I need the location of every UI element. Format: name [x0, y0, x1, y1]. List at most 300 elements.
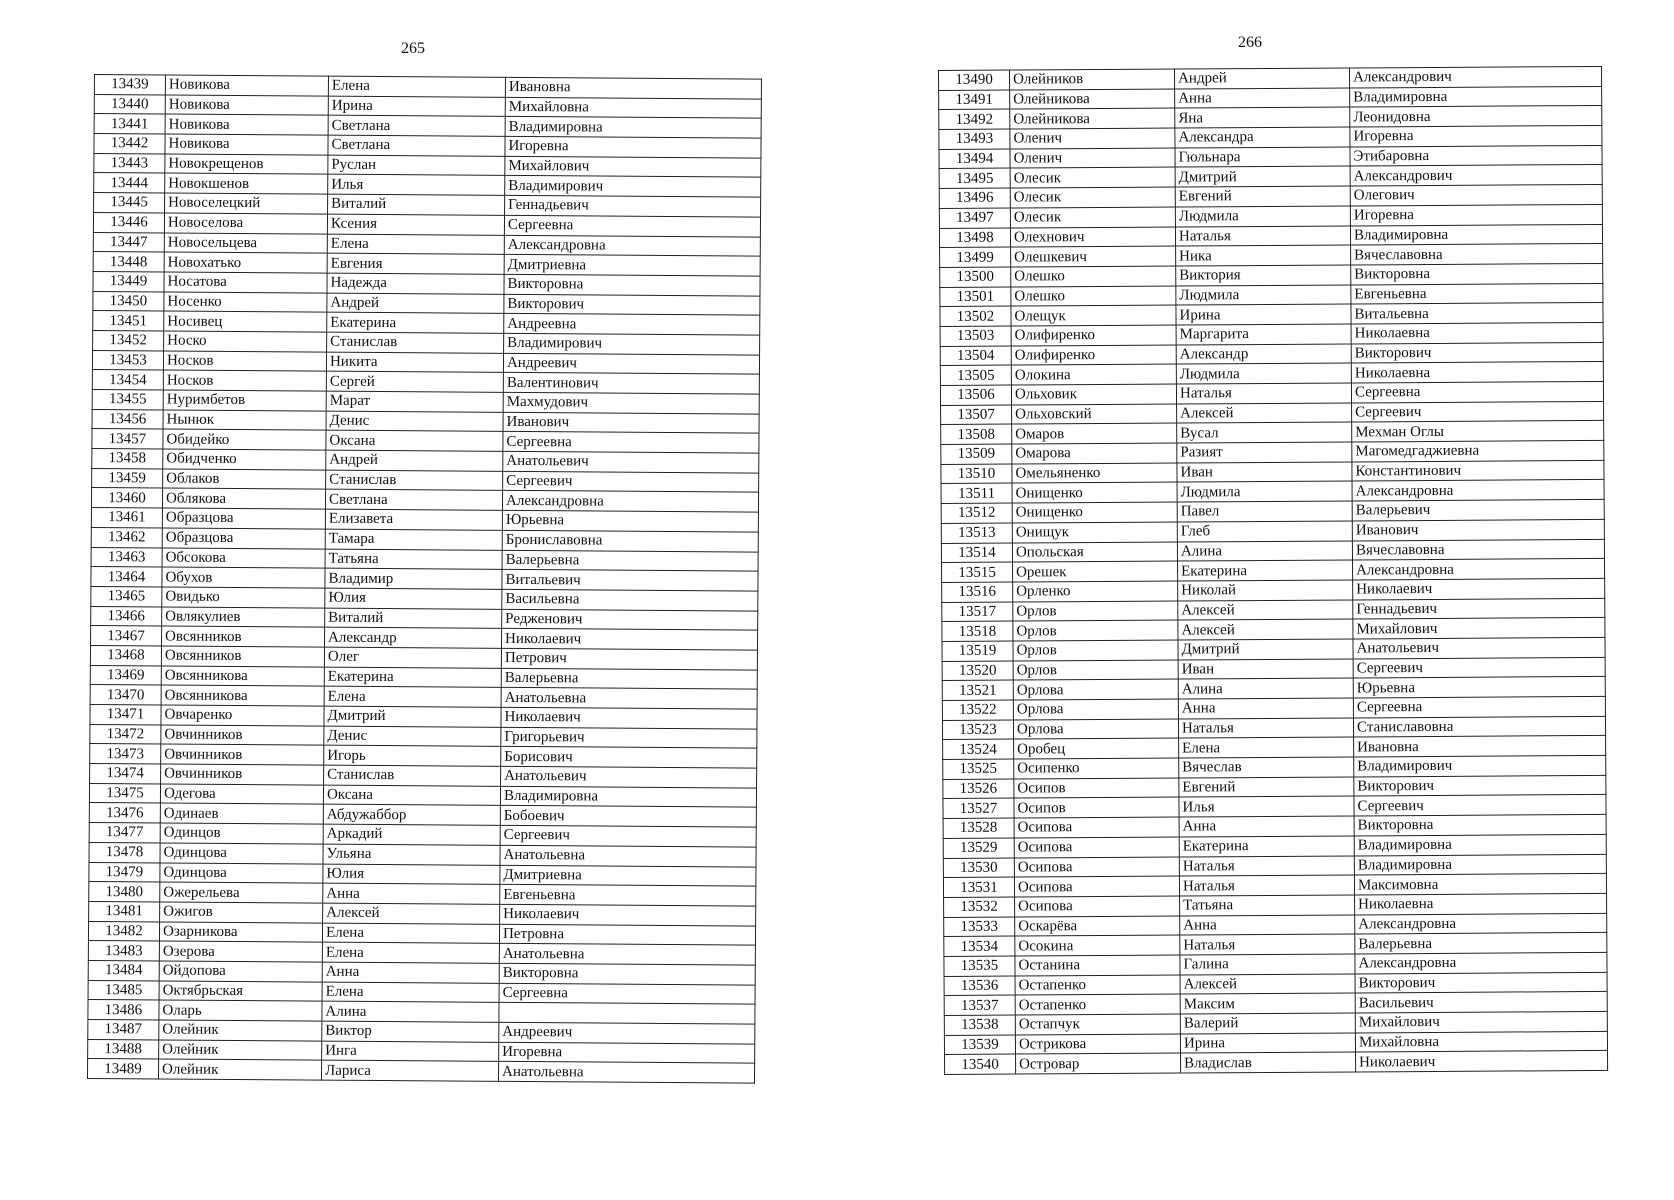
patronymic-cell: Николаевич — [1353, 578, 1605, 599]
patronymic-cell: Васильевич — [1355, 992, 1607, 1013]
first-name-cell: Аркадий — [323, 824, 500, 845]
patronymic-cell: Николаевич — [500, 904, 756, 925]
first-name-cell: Ирина — [1176, 304, 1351, 325]
patronymic-cell: Михайлович — [1355, 1011, 1607, 1032]
patronymic-cell: Игоревна — [1350, 126, 1602, 147]
surname-cell: Обухов — [162, 567, 325, 588]
patronymic-cell: Валерьевич — [1352, 500, 1604, 521]
first-name-cell: Денис — [326, 411, 503, 432]
record-number-cell: 13519 — [942, 641, 1013, 661]
first-name-cell: Анна — [1178, 698, 1353, 719]
first-name-cell: Людмила — [1176, 363, 1351, 384]
record-number-cell: 13524 — [943, 739, 1014, 759]
first-name-cell: Наталья — [1176, 383, 1351, 404]
first-name-cell: Елена — [324, 686, 501, 707]
surname-cell: Обидейко — [163, 429, 326, 450]
patronymic-cell: Григорьевич — [501, 727, 757, 748]
first-name-cell: Алексей — [1177, 403, 1352, 424]
first-name-cell: Дмитрий — [1175, 166, 1350, 187]
record-number-cell: 13478 — [89, 842, 160, 862]
patronymic-cell: Викторовна — [1354, 815, 1606, 836]
surname-cell: Осипова — [1014, 876, 1179, 897]
record-number-cell: 13498 — [939, 228, 1010, 248]
first-name-cell: Татьяна — [1180, 895, 1355, 916]
surname-cell: Новокшенов — [165, 173, 328, 194]
record-number-cell: 13493 — [939, 129, 1010, 149]
first-name-cell: Андрей — [1174, 68, 1349, 89]
patronymic-cell: Игоревна — [505, 136, 761, 157]
patronymic-cell: Магомедгаджиевна — [1352, 441, 1604, 462]
first-name-cell: Тамара — [325, 529, 502, 550]
patronymic-cell: Сергеевич — [1354, 795, 1606, 816]
record-number-cell: 13512 — [941, 503, 1012, 523]
first-name-cell: Александр — [325, 627, 502, 648]
record-number-cell: 13481 — [89, 901, 160, 921]
first-name-cell: Елена — [322, 982, 499, 1003]
patronymic-cell: Юрьевна — [1353, 677, 1605, 698]
table-row — [87, 1059, 754, 1083]
surname-cell: Опольская — [1012, 542, 1177, 563]
first-name-cell: Анна — [322, 962, 499, 983]
record-number-cell: 13471 — [90, 704, 161, 724]
record-number-cell: 13486 — [88, 1000, 159, 1020]
patronymic-cell: Юрьевна — [502, 510, 758, 531]
patronymic-cell: Олегович — [1350, 185, 1602, 206]
surname-cell: Олейник — [159, 1040, 322, 1061]
patronymic-cell: Константинович — [1352, 460, 1604, 481]
record-number-cell: 13513 — [941, 523, 1012, 543]
surname-cell: Озарникова — [159, 922, 322, 943]
surname-cell: Облаков — [163, 469, 326, 490]
patronymic-cell: Вячеславовна — [1352, 539, 1604, 560]
surname-cell: Орлов — [1013, 601, 1178, 622]
record-number-cell: 13465 — [91, 586, 162, 606]
surname-cell: Оларь — [159, 1000, 322, 1021]
page-number-right: 266 — [1238, 34, 1262, 51]
record-number-cell: 13451 — [93, 311, 164, 331]
patronymic-cell: Евгеньевна — [500, 885, 756, 906]
patronymic-cell: Петрович — [501, 648, 757, 669]
surname-cell: Ожерельева — [160, 882, 323, 903]
patronymic-cell: Михайловна — [1355, 1031, 1607, 1052]
first-name-cell: Наталья — [1175, 225, 1350, 246]
surname-cell: Останина — [1015, 955, 1180, 976]
first-name-cell: Алина — [322, 1001, 499, 1022]
first-name-cell: Анна — [1179, 816, 1354, 837]
patronymic-cell: Анатольевич — [503, 451, 759, 472]
first-name-cell: Наталья — [1180, 934, 1355, 955]
patronymic-cell: Владимировна — [1354, 854, 1606, 875]
patronymic-cell: Брониславовна — [502, 530, 758, 551]
patronymic-cell: Геннадьевич — [505, 195, 761, 216]
first-name-cell: Наталья — [1178, 718, 1353, 739]
patronymic-cell: Михайлович — [1353, 618, 1605, 639]
first-name-cell: Маргарита — [1176, 324, 1351, 345]
surname-cell: Обидченко — [163, 449, 326, 470]
record-number-cell: 13510 — [941, 464, 1012, 484]
table-row — [945, 1051, 1608, 1075]
record-number-cell: 13489 — [87, 1059, 158, 1079]
record-number-cell: 13532 — [944, 897, 1015, 917]
first-name-cell: Валерий — [1180, 1013, 1355, 1034]
first-name-cell: Владимир — [325, 568, 502, 589]
patronymic-cell: Махмудович — [503, 392, 759, 413]
record-number-cell: 13490 — [939, 70, 1010, 90]
surname-cell: Олесик — [1010, 187, 1175, 208]
first-name-cell: Елизавета — [325, 509, 502, 530]
first-name-cell: Оксана — [326, 431, 503, 452]
patronymic-cell: Михайловна — [505, 97, 761, 118]
first-name-cell: Наталья — [1179, 875, 1354, 896]
record-number-cell: 13501 — [940, 287, 1011, 307]
surname-cell: Олесик — [1010, 167, 1175, 188]
record-number-cell: 13472 — [90, 724, 161, 744]
surname-cell: Остапчук — [1015, 1014, 1180, 1035]
surname-cell: Носко — [164, 331, 327, 352]
surname-cell: Олифиренко — [1011, 345, 1176, 366]
record-number-cell: 13497 — [939, 208, 1010, 228]
patronymic-cell: Дмитриевна — [500, 865, 756, 886]
first-name-cell: Евгений — [1175, 186, 1350, 207]
patronymic-cell: Леонидовна — [1350, 106, 1602, 127]
first-name-cell: Елена — [1179, 737, 1354, 758]
first-name-cell: Инга — [322, 1041, 499, 1062]
first-name-cell: Екатерина — [324, 667, 501, 688]
patronymic-cell: Анатольевна — [498, 1062, 754, 1083]
patronymic-cell: Андреевич — [499, 1022, 755, 1043]
record-number-cell: 13460 — [91, 488, 162, 508]
record-number-cell: 13439 — [94, 75, 165, 95]
surname-cell: Обсокова — [162, 547, 325, 568]
record-number-cell: 13514 — [941, 543, 1012, 563]
surname-cell: Одинаев — [160, 803, 323, 824]
surname-cell: Олехнович — [1010, 227, 1175, 248]
first-name-cell: Людмила — [1176, 285, 1351, 306]
record-number-cell: 13459 — [92, 468, 163, 488]
first-name-cell: Дмитрий — [324, 706, 501, 727]
record-number-cell: 13525 — [943, 759, 1014, 779]
first-name-cell: Марат — [326, 391, 503, 412]
first-name-cell: Виталий — [325, 608, 502, 629]
patronymic-cell: Александровна — [502, 491, 758, 512]
record-number-cell: 13479 — [89, 862, 160, 882]
surname-cell: Одинцова — [160, 862, 323, 883]
record-number-cell: 13527 — [943, 798, 1014, 818]
surname-cell: Остапенко — [1015, 975, 1180, 996]
patronymic-cell: Валентинович — [503, 373, 759, 394]
surname-cell: Орлова — [1013, 699, 1178, 720]
first-name-cell: Екатерина — [1178, 560, 1353, 581]
patronymic-cell: Викторович — [1355, 972, 1607, 993]
record-number-cell: 13504 — [940, 346, 1011, 366]
patronymic-cell: Владимирович — [504, 333, 760, 354]
surname-cell: Олещук — [1011, 305, 1176, 326]
surname-cell: Овчаренко — [161, 705, 324, 726]
page-number-left: 265 — [401, 40, 425, 57]
surname-cell: Овлякулиев — [162, 607, 325, 628]
record-number-cell: 13473 — [90, 744, 161, 764]
record-number-cell: 13476 — [89, 803, 160, 823]
first-name-cell: Станислав — [327, 332, 504, 353]
record-number-cell: 13450 — [93, 291, 164, 311]
record-number-cell: 13515 — [942, 562, 1013, 582]
first-name-cell: Елена — [322, 942, 499, 963]
patronymic-cell: Александровна — [1355, 952, 1607, 973]
record-number-cell: 13483 — [88, 941, 159, 961]
surname-cell: Одинцов — [160, 823, 323, 844]
surname-cell: Олешко — [1011, 286, 1176, 307]
first-name-cell: Оксана — [323, 785, 500, 806]
record-number-cell: 13518 — [942, 621, 1013, 641]
first-name-cell: Вячеслав — [1179, 757, 1354, 778]
surname-cell: Новосельцева — [164, 232, 327, 253]
record-number-cell: 13537 — [944, 995, 1015, 1015]
first-name-cell: Иван — [1178, 659, 1353, 680]
patronymic-cell: Николаевна — [1351, 362, 1603, 383]
surname-cell: Осокина — [1015, 935, 1180, 956]
patronymic-cell: Витальевич — [502, 570, 758, 591]
first-name-cell: Иван — [1177, 462, 1352, 483]
first-name-cell: Наталья — [1179, 855, 1354, 876]
patronymic-cell: Анатольевич — [501, 766, 757, 787]
first-name-cell: Алина — [1177, 540, 1352, 561]
first-name-cell: Ксения — [327, 214, 504, 235]
surname-cell: Осипова — [1014, 817, 1179, 838]
record-number-cell: 13452 — [93, 330, 164, 350]
record-number-cell: 13506 — [940, 385, 1011, 405]
surname-cell: Омарова — [1012, 443, 1177, 464]
record-number-cell: 13467 — [91, 626, 162, 646]
register-table-left — [87, 74, 762, 1084]
first-name-cell: Алексей — [1178, 600, 1353, 621]
record-number-cell: 13442 — [94, 134, 165, 154]
record-number-cell: 13540 — [945, 1054, 1016, 1074]
surname-cell: Олейникова — [1010, 108, 1175, 129]
first-name-cell: Людмила — [1177, 481, 1352, 502]
first-name-cell: Евгений — [1179, 777, 1354, 798]
record-number-cell: 13454 — [92, 370, 163, 390]
first-name-cell: Абдужаббор — [323, 805, 500, 826]
surname-cell: Ожигов — [160, 902, 323, 923]
patronymic-cell: Ивановна — [1354, 736, 1606, 757]
patronymic-cell: Викторовна — [504, 274, 760, 295]
right-page — [938, 66, 1608, 1075]
record-number-cell: 13443 — [94, 153, 165, 173]
patronymic-cell: Владимирович — [1354, 755, 1606, 776]
surname-cell: Новикова — [165, 75, 328, 96]
patronymic-cell: Владимировна — [1354, 834, 1606, 855]
patronymic-cell: Станиславовна — [1353, 716, 1605, 737]
first-name-cell: Алина — [1178, 678, 1353, 699]
patronymic-cell: Андреевич — [503, 353, 759, 374]
patronymic-cell: Андреевна — [504, 314, 760, 335]
patronymic-cell: Игоревна — [1350, 204, 1602, 225]
patronymic-cell: Владимирович — [505, 176, 761, 197]
first-name-cell: Дмитрий — [1178, 639, 1353, 660]
first-name-cell: Сергей — [326, 371, 503, 392]
first-name-cell: Гюльнара — [1175, 147, 1350, 168]
register-table-right — [938, 66, 1608, 1075]
surname-cell: Омельяненко — [1012, 463, 1177, 484]
record-number-cell: 13534 — [944, 936, 1015, 956]
record-number-cell: 13494 — [939, 149, 1010, 169]
patronymic-cell: Сергеевна — [504, 215, 760, 236]
record-number-cell: 13444 — [94, 173, 165, 193]
surname-cell: Олешкевич — [1011, 246, 1176, 267]
first-name-cell: Светлана — [325, 490, 502, 511]
record-number-cell: 13492 — [939, 109, 1010, 129]
first-name-cell: Денис — [324, 726, 501, 747]
surname-cell: Ольховский — [1012, 404, 1177, 425]
surname-cell: Осипов — [1014, 797, 1179, 818]
patronymic-cell: Бобоевич — [500, 806, 756, 827]
first-name-cell: Анна — [1180, 915, 1355, 936]
patronymic-cell: Викторовна — [499, 963, 755, 984]
record-number-cell: 13528 — [943, 818, 1014, 838]
patronymic-cell: Александровна — [1353, 559, 1605, 580]
record-number-cell: 13505 — [940, 365, 1011, 385]
patronymic-cell: Витальевна — [1351, 303, 1603, 324]
first-name-cell: Елена — [322, 923, 499, 944]
surname-cell: Орешек — [1013, 561, 1178, 582]
first-name-cell: Екатерина — [327, 312, 504, 333]
first-name-cell: Павел — [1177, 501, 1352, 522]
surname-cell: Оробец — [1014, 738, 1179, 759]
surname-cell: Олейникова — [1010, 89, 1175, 110]
surname-cell: Озерова — [159, 941, 322, 962]
patronymic-cell: Владимировна — [1350, 86, 1602, 107]
surname-cell: Оленич — [1010, 128, 1175, 149]
first-name-cell: Станислав — [326, 470, 503, 491]
surname-cell: Олесик — [1010, 207, 1175, 228]
patronymic-cell: Валерьевна — [502, 550, 758, 571]
surname-cell: Новоселецкий — [165, 193, 328, 214]
surname-cell: Островар — [1016, 1053, 1181, 1074]
first-name-cell: Алексей — [1178, 619, 1353, 640]
surname-cell: Онищенко — [1012, 482, 1177, 503]
patronymic-cell: Николаевич — [1356, 1051, 1608, 1072]
patronymic-cell: Михайлович — [505, 156, 761, 177]
first-name-cell: Алексей — [1180, 974, 1355, 995]
first-name-cell: Николай — [1178, 580, 1353, 601]
first-name-cell: Станислав — [324, 765, 501, 786]
record-number-cell: 13529 — [943, 838, 1014, 858]
patronymic-cell: Николаевна — [1351, 322, 1603, 343]
surname-cell: Остапенко — [1015, 994, 1180, 1015]
surname-cell: Ойдопова — [159, 961, 322, 982]
record-number-cell: 13458 — [92, 449, 163, 469]
first-name-cell: Екатерина — [1179, 836, 1354, 857]
record-number-cell: 13462 — [91, 527, 162, 547]
record-number-cell: 13520 — [942, 661, 1013, 681]
surname-cell: Осипова — [1014, 837, 1179, 858]
first-name-cell: Татьяна — [325, 549, 502, 570]
surname-cell: Носенко — [164, 292, 327, 313]
surname-cell: Овсянникова — [161, 666, 324, 687]
surname-cell: Омаров — [1012, 423, 1177, 444]
patronymic-cell: Игоревна — [499, 1042, 755, 1063]
patronymic-cell: Петровна — [499, 924, 755, 945]
patronymic-cell: Владимировна — [1350, 224, 1602, 245]
surname-cell: Оленич — [1010, 148, 1175, 169]
patronymic-cell: Викторович — [504, 294, 760, 315]
surname-cell: Осипова — [1015, 896, 1180, 917]
first-name-cell: Разият — [1177, 442, 1352, 463]
surname-cell: Олейник — [159, 1020, 322, 1041]
patronymic-cell: Анатольевна — [501, 688, 757, 709]
patronymic-cell: Сергеевич — [503, 471, 759, 492]
record-number-cell: 13488 — [88, 1039, 159, 1059]
record-number-cell: 13477 — [89, 823, 160, 843]
surname-cell: Новохатько — [164, 252, 327, 273]
patronymic-cell: Сергеевна — [1351, 381, 1603, 402]
record-number-cell: 13470 — [90, 685, 161, 705]
surname-cell: Новикова — [165, 134, 328, 155]
first-name-cell: Юлия — [325, 588, 502, 609]
patronymic-cell: Сергеевна — [503, 432, 759, 453]
surname-cell: Онищук — [1012, 522, 1177, 543]
patronymic-cell: Николаевна — [1355, 893, 1607, 914]
record-number-cell: 13500 — [940, 267, 1011, 287]
surname-cell: Олейников — [1010, 69, 1175, 90]
patronymic-cell: Вячеславовна — [1351, 244, 1603, 265]
surname-cell: Образцова — [162, 508, 325, 529]
record-number-cell: 13516 — [942, 582, 1013, 602]
record-number-cell: 13531 — [943, 877, 1014, 897]
record-number-cell: 13523 — [942, 720, 1013, 740]
surname-cell: Онищенко — [1012, 502, 1177, 523]
record-number-cell: 13485 — [88, 980, 159, 1000]
record-number-cell: 13526 — [943, 779, 1014, 799]
first-name-cell: Александра — [1175, 127, 1350, 148]
record-number-cell: 13517 — [942, 602, 1013, 622]
record-number-cell: 13535 — [944, 956, 1015, 976]
record-number-cell: 13482 — [88, 921, 159, 941]
surname-cell: Олейник — [158, 1059, 321, 1080]
surname-cell: Овчинников — [161, 725, 324, 746]
record-number-cell: 13480 — [89, 882, 160, 902]
patronymic-cell: Дмитриевна — [504, 255, 760, 276]
patronymic-cell: Валерьевна — [501, 668, 757, 689]
surname-cell: Овсянникова — [161, 685, 324, 706]
first-name-cell: Галина — [1180, 954, 1355, 975]
record-number-cell: 13468 — [90, 645, 161, 665]
first-name-cell: Игорь — [324, 745, 501, 766]
first-name-cell: Вусал — [1177, 422, 1352, 443]
patronymic-cell: Ивановна — [505, 77, 761, 98]
patronymic-cell: Викторовна — [1351, 263, 1603, 284]
patronymic-cell: Николаевич — [502, 629, 758, 650]
patronymic-cell: Александрович — [1350, 165, 1602, 186]
first-name-cell: Анна — [323, 883, 500, 904]
first-name-cell: Юлия — [323, 864, 500, 885]
surname-cell: Орлов — [1013, 640, 1178, 661]
surname-cell: Орлов — [1013, 660, 1178, 681]
record-number-cell: 13491 — [939, 90, 1010, 110]
record-number-cell: 13449 — [93, 271, 164, 291]
record-number-cell: 13475 — [89, 783, 160, 803]
patronymic-cell: Александрович — [1349, 66, 1601, 87]
first-name-cell: Ирина — [328, 96, 505, 117]
surname-cell: Ольховик — [1011, 384, 1176, 405]
first-name-cell: Елена — [328, 76, 505, 97]
patronymic-cell: Сергеевич — [1352, 401, 1604, 422]
record-number-cell: 13455 — [92, 389, 163, 409]
patronymic-cell: Борисович — [501, 747, 757, 768]
patronymic-cell: Владимировна — [505, 117, 761, 138]
record-number-cell: 13457 — [92, 429, 163, 449]
surname-cell: Овчинников — [161, 764, 324, 785]
